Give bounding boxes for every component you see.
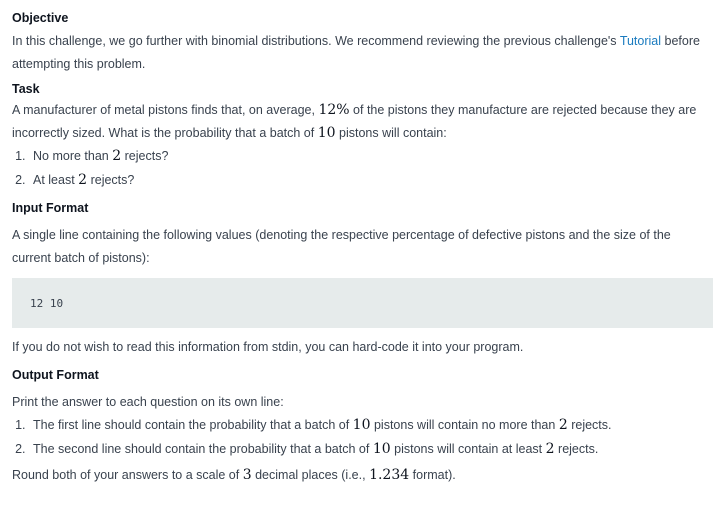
output-format-heading: Output Format bbox=[12, 368, 99, 382]
sample-input-block: 12 10 bbox=[12, 278, 713, 328]
list-item: 1. The first line should contain the probability that a batch of 10 pistons will contain no more than 2 rejects. bbox=[29, 414, 712, 438]
rounding-instruction: Round both of your answers to a scale of 3 decimal places (i.e., 1.234 format). bbox=[12, 467, 456, 483]
output-format-intro: Print the answer to each question on its own line: bbox=[12, 395, 284, 409]
objective-heading: Objective bbox=[12, 11, 69, 25]
list-item: 1. No more than 2 rejects? bbox=[29, 145, 712, 169]
list-item: 2. The second line should contain the probability that a batch of 10 pistons will contain at least 2 rejects. bbox=[29, 438, 712, 462]
reject-percentage: 12% bbox=[318, 102, 350, 118]
task-text: A manufacturer of metal pistons finds that, on average, 12% of the pistons they manufacture are rejected because they are incorrectly sized. What is the probability that a batch of 10 pistons will contain: bbox=[12, 102, 697, 141]
input-format-text: A single line containing the following values (denoting the respective percentage of defective pistons and the size of the current batch of pistons): bbox=[12, 228, 671, 265]
output-format-list bbox=[12, 414, 712, 461]
objective-text: In this challenge, we go further with binomial distributions. We recommend reviewing the previous challenge's Tutorial before attempting this problem. bbox=[12, 34, 700, 71]
batch-size: 10 bbox=[317, 125, 336, 141]
list-item: 2. At least 2 rejects? bbox=[29, 169, 712, 193]
task-heading: Task bbox=[12, 82, 40, 96]
input-format-note: If you do not wish to read this information from stdin, you can hard-code it into your program. bbox=[12, 340, 524, 354]
tutorial-link[interactable]: Tutorial bbox=[619, 34, 662, 48]
task-questions bbox=[12, 145, 712, 192]
input-format-heading: Input Format bbox=[12, 201, 89, 215]
